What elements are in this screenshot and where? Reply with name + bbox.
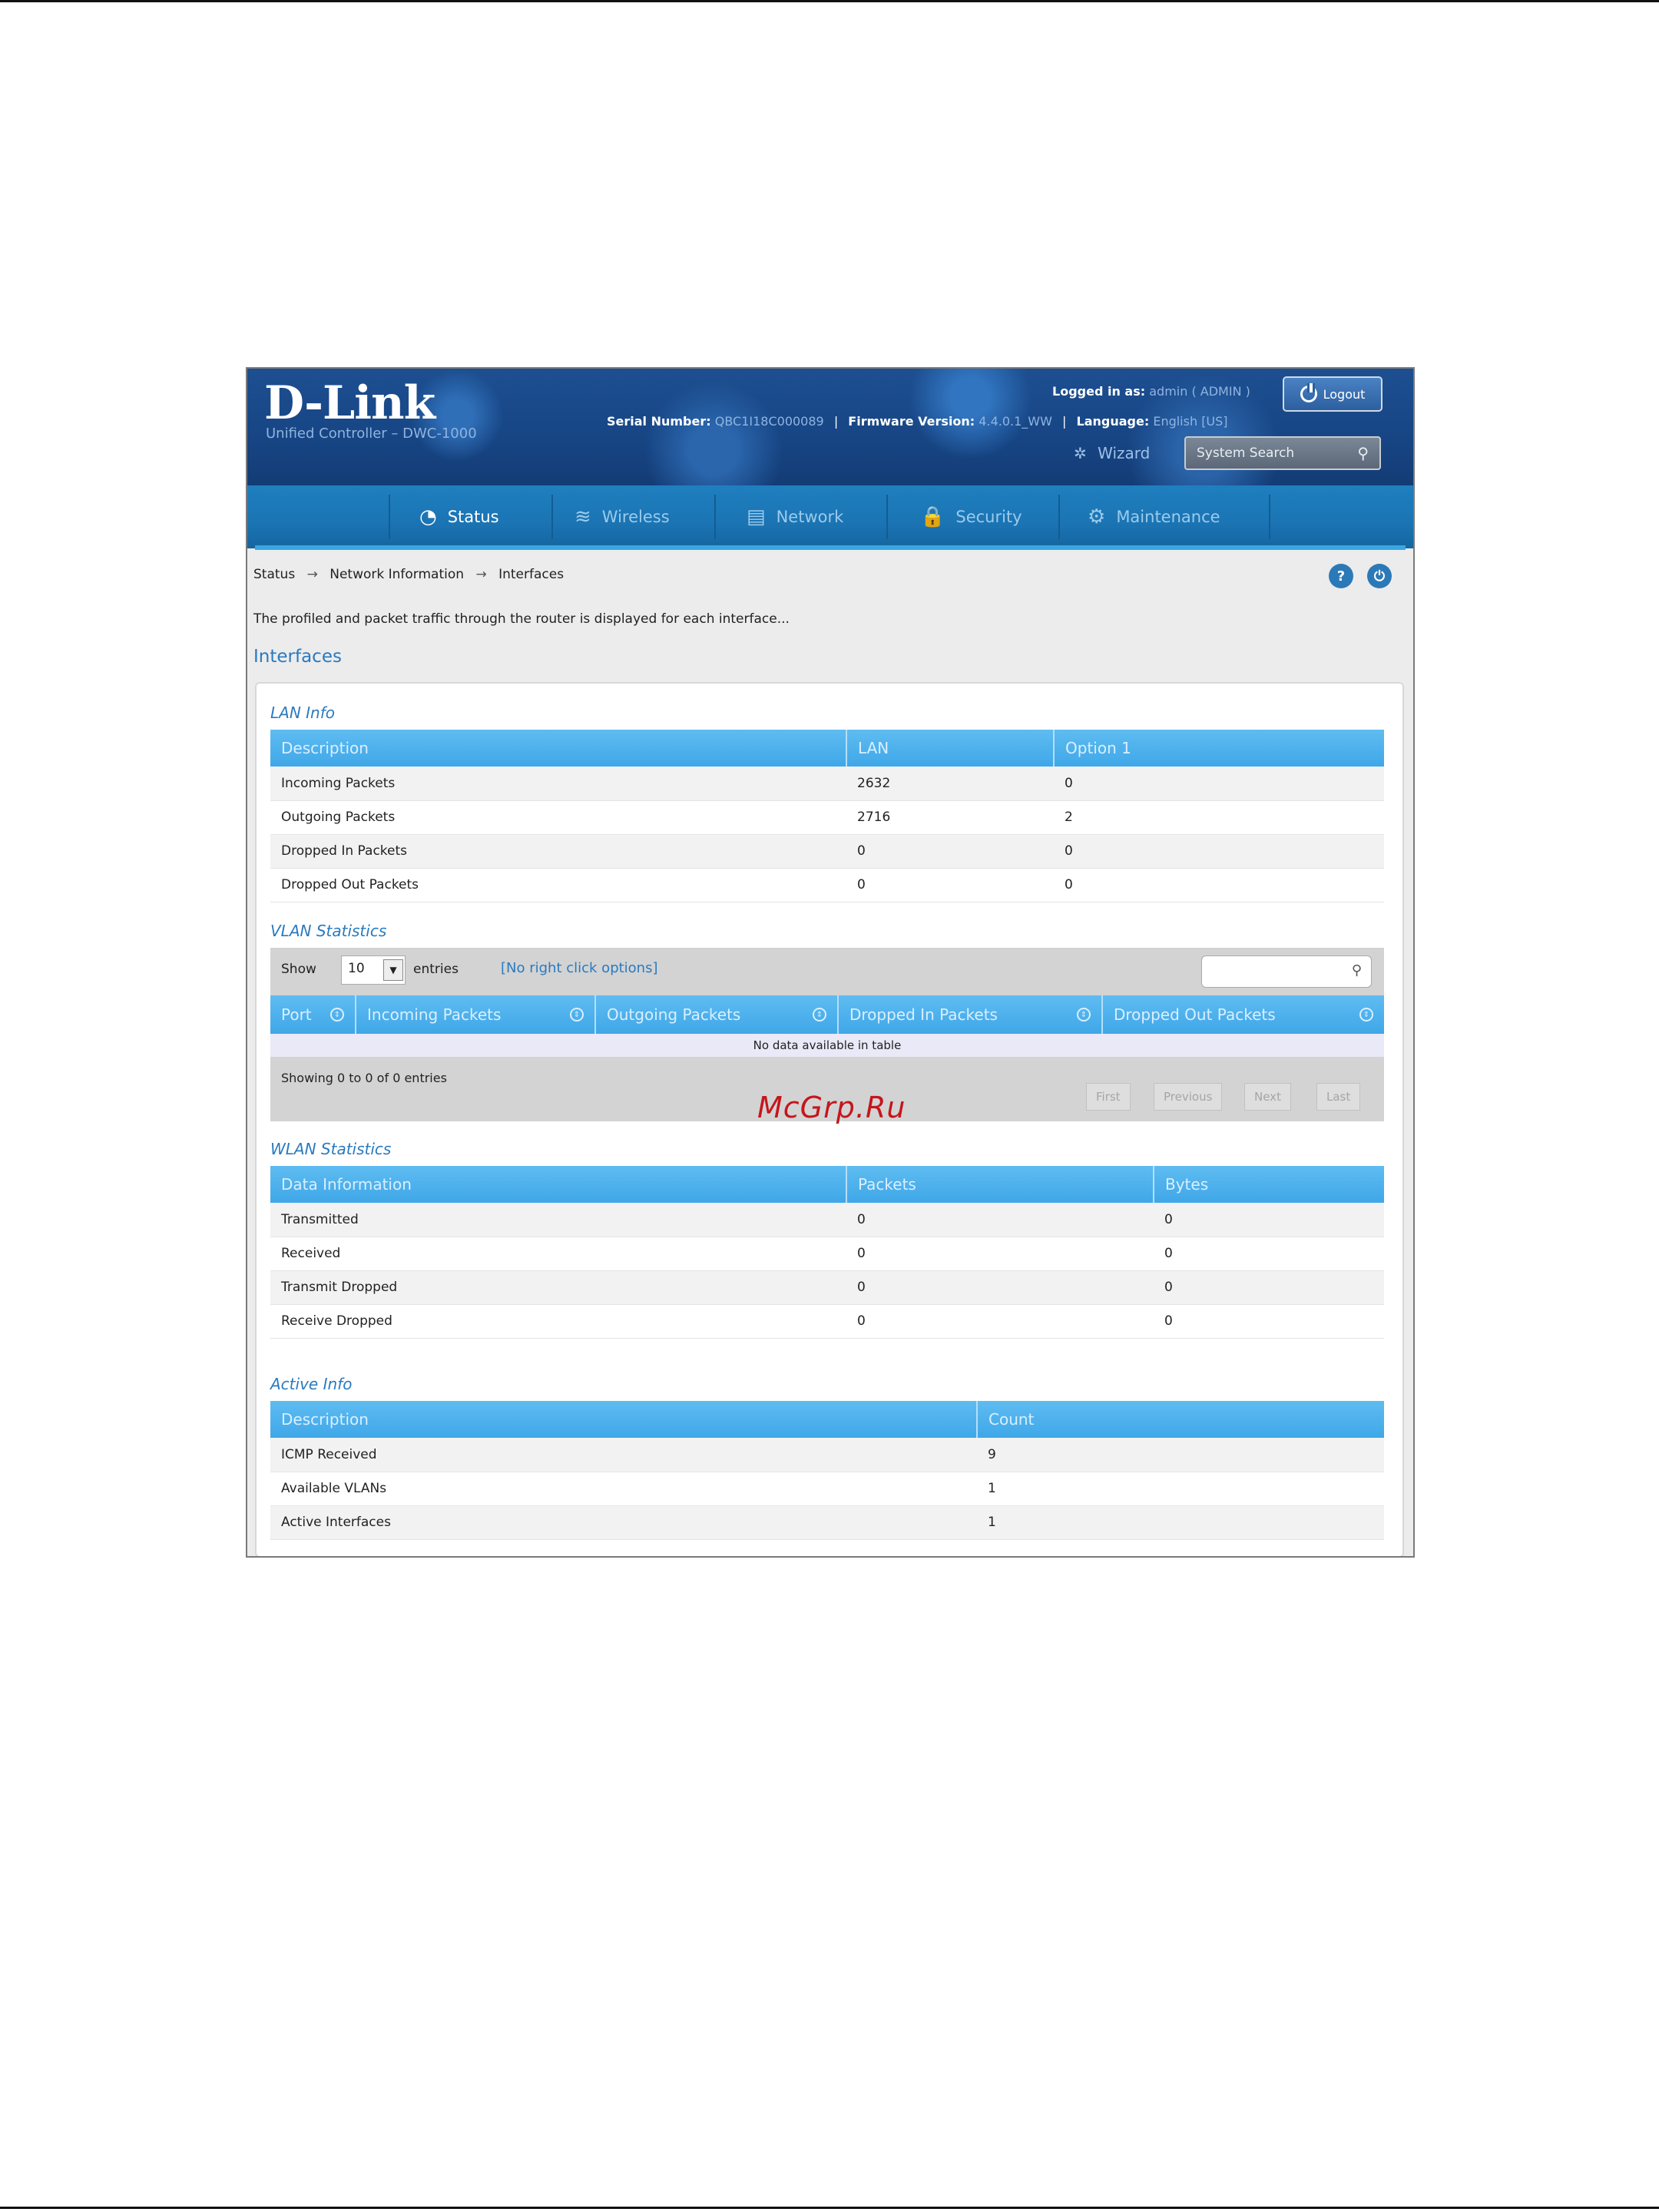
table-row: [270, 1203, 1384, 1237]
nav-tab-wireless[interactable]: [575, 485, 670, 548]
table-cell: 2: [1054, 800, 1384, 834]
table-cell: 2632: [846, 767, 1054, 800]
firmware-label: Firmware Version:: [848, 414, 975, 429]
nav-tab-label: Network: [776, 508, 844, 526]
product-subtitle: Unified Controller – DWC-1000: [266, 426, 477, 442]
table-cell: Transmit Dropped: [270, 1270, 846, 1304]
nav-tab-maintenance[interactable]: [1088, 485, 1220, 548]
table-cell: 0: [846, 1304, 1154, 1338]
logout-button[interactable]: [1283, 376, 1382, 412]
pager-first-button[interactable]: First: [1086, 1083, 1131, 1111]
search-icon[interactable]: ⚲: [1357, 444, 1369, 462]
breadcrumb-item: Interfaces: [498, 567, 565, 582]
table-row: [270, 767, 1384, 800]
table-cell: 1: [977, 1472, 1384, 1505]
table-row: [270, 834, 1384, 868]
table-cell: 0: [1154, 1237, 1384, 1270]
nav-separator: [551, 495, 553, 539]
table-cell: Incoming Packets: [270, 767, 846, 800]
gears-icon: ⚙: [1088, 505, 1106, 528]
network-icon: ▤: [747, 505, 766, 528]
table-cell: 2716: [846, 800, 1054, 834]
column-header: Incoming Packets: [367, 1005, 502, 1024]
table-row: [270, 1237, 1384, 1270]
table-header-row: [270, 730, 1384, 767]
dlink-logo: D-Link: [264, 376, 435, 430]
table-cell: 0: [1054, 834, 1384, 868]
serial-label: Serial Number:: [607, 414, 711, 429]
select-value: 10: [348, 961, 365, 976]
table-row: [270, 1270, 1384, 1304]
table-cell: ICMP Received: [270, 1438, 977, 1472]
dashboard-icon: ◔: [419, 505, 437, 528]
page-title: Interfaces: [253, 647, 342, 667]
sort-icon: ⇕: [330, 1008, 344, 1022]
nav-tab-label: Status: [447, 508, 499, 526]
table-cell: 0: [1154, 1203, 1384, 1237]
header-banner: [247, 369, 1413, 485]
table-cell: 0: [1054, 868, 1384, 902]
pager-previous-button[interactable]: Previous: [1154, 1083, 1222, 1111]
logout-label: Logout: [1323, 386, 1366, 402]
table-cell: Outgoing Packets: [270, 800, 846, 834]
page-top-rule: [0, 0, 1659, 2]
entries-label: entries: [413, 962, 459, 977]
sortable-column-outgoing[interactable]: [596, 995, 839, 1034]
logged-in-user: admin ( ADMIN ): [1149, 384, 1250, 399]
sort-icon: ⇕: [813, 1008, 826, 1022]
empty-table-message: No data available in table: [270, 1034, 1384, 1057]
table-cell: 0: [846, 1270, 1154, 1304]
firmware-value: 4.4.0.1_WW: [979, 414, 1052, 429]
page-bottom-rule: [0, 2207, 1659, 2209]
table-cell: 9: [977, 1438, 1384, 1472]
table-row: [270, 868, 1384, 902]
sortable-column-dropped-in[interactable]: [839, 995, 1103, 1034]
search-icon[interactable]: ⚲: [1351, 962, 1362, 979]
column-header: Port: [281, 1005, 312, 1024]
language-label: Language:: [1076, 414, 1150, 429]
sort-icon: ⇕: [1077, 1008, 1091, 1022]
table-cell: 0: [1154, 1304, 1384, 1338]
column-header: Dropped In Packets: [849, 1005, 998, 1024]
column-header: Description: [270, 730, 846, 767]
wifi-icon: ≋: [575, 505, 591, 528]
column-header: Bytes: [1154, 1166, 1384, 1203]
lan-info-title: LAN Info: [270, 704, 335, 722]
table-cell: Received: [270, 1237, 846, 1270]
nav-separator: [714, 495, 716, 539]
power-icon: [1300, 386, 1317, 402]
column-header: Count: [977, 1401, 1384, 1438]
breadcrumb-item[interactable]: Status: [253, 567, 296, 582]
logged-in-line: [1052, 384, 1250, 399]
table-cell: Receive Dropped: [270, 1304, 846, 1338]
sort-icon: ⇕: [570, 1008, 584, 1022]
table-row: [270, 1505, 1384, 1539]
search-placeholder: System Search: [1197, 445, 1295, 461]
table-row: [270, 800, 1384, 834]
lock-icon: 🔒: [920, 505, 945, 528]
nav-separator: [1269, 495, 1270, 539]
logged-in-label: Logged in as:: [1052, 384, 1146, 399]
help-icon[interactable]: ?: [1329, 564, 1353, 588]
main-nav: [247, 485, 1413, 548]
table-row: [270, 1438, 1384, 1472]
active-info-table: [270, 1401, 1384, 1540]
wizard-link[interactable]: [1074, 444, 1150, 462]
nav-separator: [389, 495, 390, 539]
system-search-input[interactable]: [1184, 436, 1381, 470]
breadcrumb: [253, 567, 564, 582]
table-cell: Dropped Out Packets: [270, 868, 846, 902]
vlan-toolbar: [270, 948, 1384, 995]
pager-last-button[interactable]: Last: [1316, 1083, 1360, 1111]
vlan-statistics-title: VLAN Statistics: [270, 922, 387, 940]
nav-tab-network[interactable]: [747, 485, 843, 548]
table-header-row: [270, 1166, 1384, 1203]
table-row: [270, 1472, 1384, 1505]
entries-count: Showing 0 to 0 of 0 entries: [281, 1071, 447, 1085]
breadcrumb-item[interactable]: Network Information: [329, 567, 465, 582]
sortable-column-dropped-out[interactable]: [1103, 995, 1384, 1034]
table-cell: Transmitted: [270, 1203, 846, 1237]
entries-per-page-select[interactable]: [341, 955, 406, 985]
table-cell: Available VLANs: [270, 1472, 977, 1505]
sortable-column-port[interactable]: [270, 995, 356, 1034]
table-cell: 0: [846, 1203, 1154, 1237]
active-info-title: Active Info: [270, 1375, 353, 1393]
wlan-statistics-table: [270, 1166, 1384, 1339]
sortable-column-incoming[interactable]: [356, 995, 596, 1034]
table-cell: Active Interfaces: [270, 1505, 977, 1539]
column-header: Option 1: [1054, 730, 1384, 767]
separator: |: [1062, 414, 1067, 429]
table-cell: 0: [1054, 767, 1384, 800]
lan-info-table: [270, 730, 1384, 902]
screenshot-frame: [246, 367, 1415, 1558]
table-header-row: [270, 1401, 1384, 1438]
column-header: Description: [270, 1401, 977, 1438]
nav-separator: [1058, 495, 1060, 539]
table-cell: 0: [846, 868, 1054, 902]
breadcrumb-arrow: →: [306, 567, 318, 582]
nav-tab-label: Maintenance: [1116, 508, 1220, 526]
vlan-table-header: [270, 995, 1384, 1034]
language-value[interactable]: English [US]: [1153, 414, 1228, 429]
column-header: Outgoing Packets: [607, 1005, 741, 1024]
page-description: The profiled and packet traffic through the router is displayed for each interface...: [253, 611, 790, 627]
serial-value: QBC1I18C000089: [714, 414, 824, 429]
nav-tab-label: Security: [955, 508, 1022, 526]
wizard-label: Wizard: [1098, 444, 1151, 462]
table-row: [270, 1304, 1384, 1338]
sort-icon: ⇕: [1359, 1008, 1373, 1022]
table-cell: 1: [977, 1505, 1384, 1539]
show-label: Show: [281, 962, 316, 977]
table-cell: 0: [1154, 1270, 1384, 1304]
nav-tab-security[interactable]: [920, 485, 1022, 548]
serial-firmware-line: [607, 414, 1228, 429]
nav-underline: [255, 545, 1406, 550]
table-cell: 0: [846, 1237, 1154, 1270]
right-click-note: [No right click options]: [501, 960, 658, 976]
table-search-input[interactable]: [1201, 955, 1372, 988]
pager-next-button[interactable]: Next: [1244, 1083, 1291, 1111]
separator: |: [833, 414, 839, 429]
wlan-statistics-title: WLAN Statistics: [270, 1140, 392, 1158]
column-header: Packets: [846, 1166, 1154, 1203]
table-cell: 0: [846, 834, 1054, 868]
power-icon[interactable]: ⏻: [1367, 564, 1392, 588]
nav-separator: [886, 495, 888, 539]
column-header: Dropped Out Packets: [1114, 1005, 1276, 1024]
column-header: Data Information: [270, 1166, 846, 1203]
column-header: LAN: [846, 730, 1054, 767]
chevron-down-icon[interactable]: ▼: [383, 959, 403, 981]
watermark: McGrp.Ru: [757, 1091, 906, 1124]
breadcrumb-arrow: →: [475, 567, 487, 582]
nav-tab-label: Wireless: [601, 508, 670, 526]
table-cell: Dropped In Packets: [270, 834, 846, 868]
nav-tab-status[interactable]: [419, 485, 499, 548]
wand-icon: ✲: [1074, 444, 1087, 462]
